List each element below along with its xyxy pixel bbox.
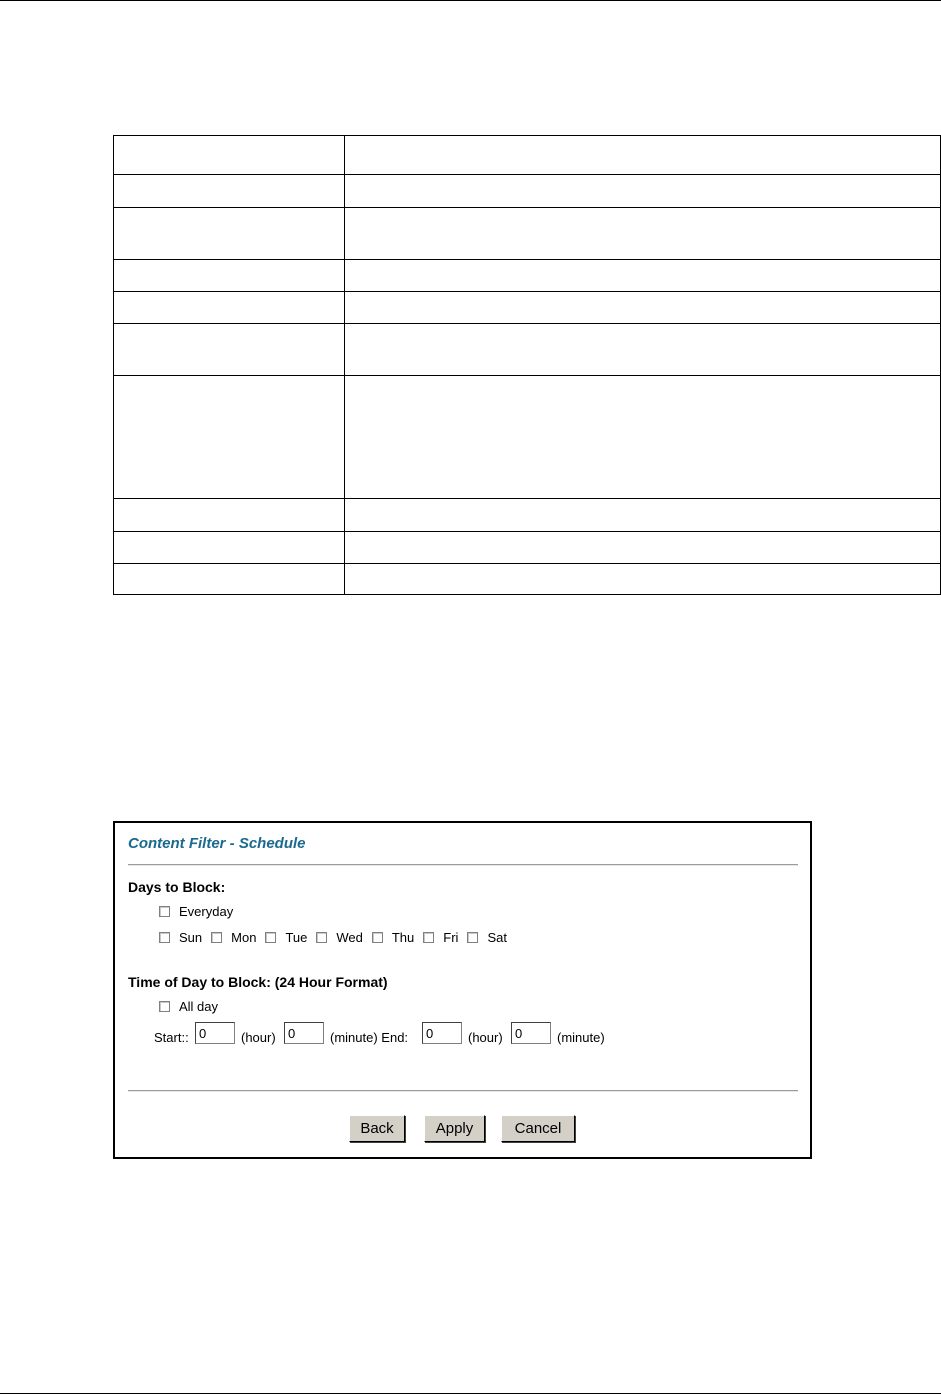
day-label-wed: Wed [336,930,363,945]
day-label-mon: Mon [231,930,257,945]
day-option-sun [159,930,202,945]
day-checkbox-sun[interactable] [159,932,170,943]
start-minute-input[interactable] [284,1022,324,1044]
table-cell [345,292,941,324]
table-cell [345,324,941,376]
end-minute-unit: (minute) [557,1030,605,1045]
time-heading: Time of Day to Block: (24 Hour Format) [128,974,388,990]
all-day-label: All day [179,999,219,1014]
end-hour-input[interactable] [422,1022,462,1044]
everyday-checkbox[interactable] [159,906,170,917]
apply-button[interactable]: Apply [424,1115,485,1142]
table-row [114,499,941,532]
title-divider [128,864,798,866]
day-label-sun: Sun [179,930,203,945]
content-filter-schedule-screen [113,821,812,1159]
everyday-option [159,904,233,919]
start-hour-unit: (hour) [241,1030,276,1045]
table-cell [345,564,941,595]
table-cell [114,136,345,175]
table-row [114,532,941,564]
day-option-fri [423,930,458,945]
day-label-tue: Tue [285,930,308,945]
table-row [114,208,941,260]
button-divider [128,1090,798,1092]
table-cell [114,260,345,292]
table-row [114,260,941,292]
table-row [114,324,941,376]
cancel-button[interactable]: Cancel [501,1115,575,1142]
day-checkbox-tue[interactable] [265,932,276,943]
day-checkbox-wed[interactable] [316,932,327,943]
back-button[interactable]: Back [349,1115,405,1142]
day-checkbox-mon[interactable] [211,932,222,943]
table-cell [345,136,941,175]
table-cell [345,376,941,499]
header-rule [0,0,941,1]
table-row [114,136,941,175]
day-option-thu [372,930,414,945]
screen-title: Content Filter - Schedule [128,835,306,852]
day-option-mon [211,930,256,945]
table-cell [345,260,941,292]
table-row [114,564,941,595]
end-label: (minute) End: [330,1030,409,1045]
table-cell [114,292,345,324]
table-cell [114,208,345,260]
day-checkbox-fri[interactable] [423,932,434,943]
day-checkbox-thu[interactable] [372,932,383,943]
end-hour-unit: (hour) [468,1030,503,1045]
day-label-thu: Thu [391,930,415,945]
table-row [114,376,941,499]
days-row [159,930,516,945]
day-option-wed [316,930,363,945]
table-cell [114,499,345,532]
everyday-label: Everyday [179,904,234,919]
table-cell [114,532,345,564]
day-checkbox-sat[interactable] [467,932,478,943]
table-cell [114,324,345,376]
table-cell [345,175,941,208]
start-label: Start:: [154,1030,189,1045]
day-option-tue [265,930,307,945]
table-cell [114,376,345,499]
days-heading: Days to Block: [128,879,226,895]
day-option-sat [467,930,507,945]
all-day-option [159,999,218,1014]
table-cell [345,499,941,532]
table-row [114,292,941,324]
reference-table [113,135,941,595]
all-day-checkbox[interactable] [159,1001,170,1012]
table-cell [114,564,345,595]
footer-rule [0,1393,941,1394]
table-cell [345,208,941,260]
start-hour-input[interactable] [195,1022,235,1044]
table-cell [345,532,941,564]
end-minute-input[interactable] [511,1022,551,1044]
day-label-fri: Fri [443,930,459,945]
table-cell [114,175,345,208]
day-label-sat: Sat [487,930,507,945]
table-row [114,175,941,208]
